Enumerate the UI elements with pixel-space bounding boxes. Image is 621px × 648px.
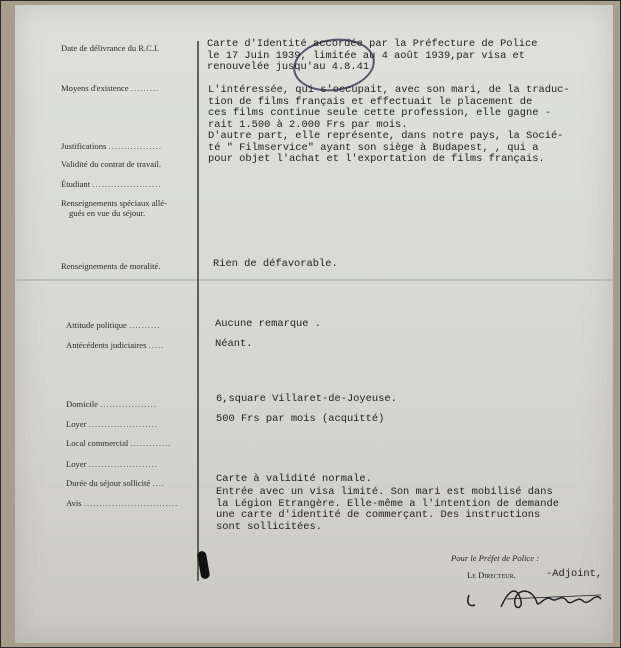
label-avis: Avis .............................. xyxy=(66,498,179,508)
label-loyer-2: Loyer ...................... xyxy=(66,459,158,469)
value-duree: Carte à validité normale. xyxy=(216,473,372,485)
label-etudiant: Étudiant ...................... xyxy=(61,179,162,189)
value-moralite: Rien de défavorable. xyxy=(213,258,338,270)
value-loyer: 500 Frs par mois (acquitté) xyxy=(216,413,385,425)
paper-fold xyxy=(15,279,613,281)
label-date-rci: Date de délivrance du R.C.I. xyxy=(61,43,160,53)
label-local-commercial: Local commercial ............. xyxy=(66,438,172,448)
handwritten-signature xyxy=(463,577,613,617)
label-validite: Validité du contrat de travail. xyxy=(61,159,161,169)
label-renseignements-2: gués en vue du séjour. xyxy=(69,208,146,218)
value-domicile: 6,square Villaret-de-Joyeuse. xyxy=(216,393,397,405)
label-duree: Durée du séjour sollicité .... xyxy=(66,478,165,488)
value-date-rci: Carte d'Identité accordée par la Préfecture de Police le 17 Juin 1939, limitée au 4 août 1939,par visa et renouvelée jusqu'au 4.8.41 xyxy=(207,38,538,73)
label-domicile: Domicile .................. xyxy=(66,399,157,409)
value-antecedents: Néant. xyxy=(215,338,253,350)
column-divider xyxy=(197,41,199,581)
value-moyens: L'intéressée, qui s'occupait, avec son mari, de la traduc- tion de films français et effectuait le placement de ces films continue seule cette profession, elle gagne - rait 1.500 à 2.000 Frs par mois. D'autre part, elle représente, dans notre pays, la Socié- té " Filmservice" ayant son siège à Budapest, , qui a pour objet l'achat et l'exportation de films français. xyxy=(208,84,570,165)
label-antecedents: Antécédents judiciaires ..... xyxy=(66,340,165,350)
adjoint-label: -Adjoint, xyxy=(546,568,603,580)
label-renseignements-1: Renseignements spéciaux allé- xyxy=(61,198,167,208)
label-justifications: Justifications ................. xyxy=(61,141,163,151)
directeur-label: Le Directeur. xyxy=(467,570,516,580)
value-avis: Entrée avec un visa limité. Son mari est mobilisé dans la Légion Etrangère. Elle-même a l'intention de demande une carte d'identité de commerçant. Des instructions sont sollicitées. xyxy=(216,486,559,533)
label-loyer-1: Loyer ...................... xyxy=(66,419,158,429)
label-attitude: Attitude politique .......... xyxy=(66,320,161,330)
pour-prefet-label: Pour le Préfet de Police : xyxy=(451,553,540,563)
value-attitude: Aucune remarque . xyxy=(215,318,322,330)
label-moralite: Renseignements de moralité. xyxy=(61,261,161,271)
label-moyens: Moyens d'existence ......... xyxy=(61,83,160,93)
